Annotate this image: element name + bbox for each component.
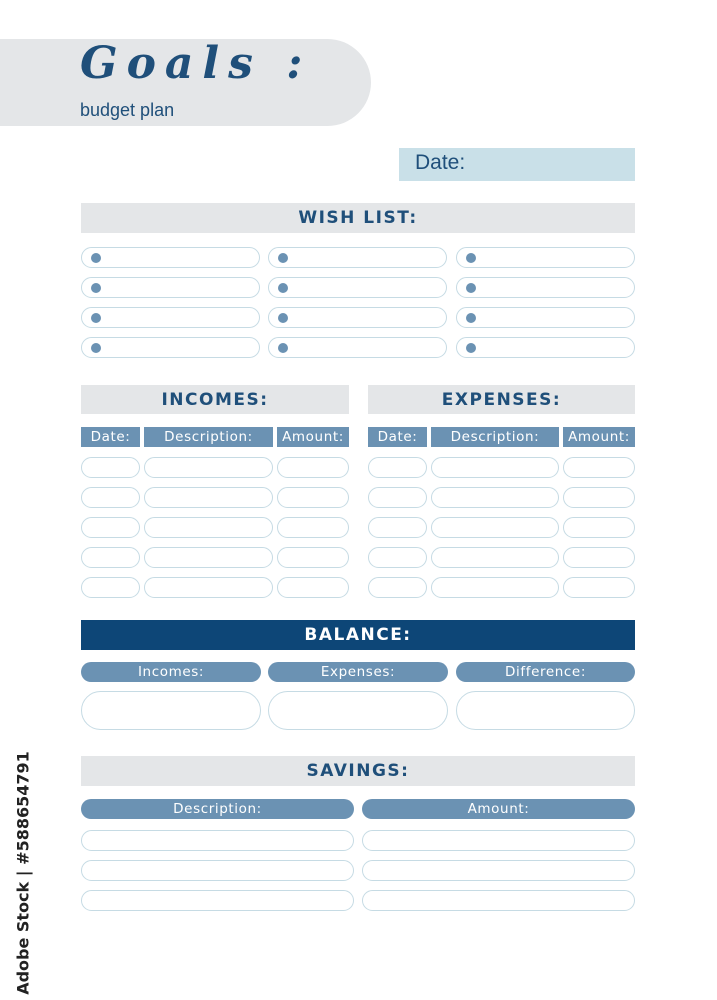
incomes-col-amount: Amount: bbox=[277, 427, 349, 447]
bullet-icon bbox=[278, 343, 288, 353]
bullet-icon bbox=[466, 313, 476, 323]
incomes-amount-cell[interactable] bbox=[277, 457, 349, 478]
date-label: Date: bbox=[415, 151, 466, 174]
expenses-description-cell[interactable] bbox=[431, 517, 559, 538]
expenses-description-cell[interactable] bbox=[431, 487, 559, 508]
bullet-icon bbox=[278, 253, 288, 263]
wish-list-item[interactable] bbox=[456, 307, 635, 328]
bullet-icon bbox=[91, 313, 101, 323]
bullet-icon bbox=[466, 253, 476, 263]
expenses-description-cell[interactable] bbox=[431, 457, 559, 478]
expenses-date-cell[interactable] bbox=[368, 577, 427, 598]
incomes-description-cell[interactable] bbox=[144, 457, 273, 478]
expenses-col-description: Description: bbox=[431, 427, 559, 447]
expenses-description-cell[interactable] bbox=[431, 547, 559, 568]
expenses-amount-cell[interactable] bbox=[563, 517, 635, 538]
expenses-date-cell[interactable] bbox=[368, 487, 427, 508]
balance-col-expenses: Expenses: bbox=[268, 662, 448, 682]
expenses-amount-cell[interactable] bbox=[563, 577, 635, 598]
incomes-date-cell[interactable] bbox=[81, 547, 140, 568]
watermark-text: Adobe Stock | #588654791 bbox=[13, 751, 33, 995]
balance-difference-field[interactable] bbox=[456, 691, 635, 730]
bullet-icon bbox=[91, 343, 101, 353]
incomes-date-cell[interactable] bbox=[81, 487, 140, 508]
savings-amount-cell[interactable] bbox=[362, 830, 635, 851]
expenses-amount-cell[interactable] bbox=[563, 487, 635, 508]
incomes-description-cell[interactable] bbox=[144, 517, 273, 538]
balance-header bbox=[81, 620, 635, 650]
wish-list-item[interactable] bbox=[81, 247, 260, 268]
balance-expenses-field[interactable] bbox=[268, 691, 448, 730]
bullet-icon bbox=[278, 313, 288, 323]
wish-list-item[interactable] bbox=[268, 277, 447, 298]
bullet-icon bbox=[278, 283, 288, 293]
expenses-date-cell[interactable] bbox=[368, 547, 427, 568]
incomes-description-cell[interactable] bbox=[144, 487, 273, 508]
savings-header bbox=[81, 756, 635, 786]
bullet-icon bbox=[466, 283, 476, 293]
page-title: Goals : bbox=[80, 38, 312, 89]
expenses-amount-cell[interactable] bbox=[563, 547, 635, 568]
expenses-date-cell[interactable] bbox=[368, 517, 427, 538]
wish-list-item[interactable] bbox=[268, 307, 447, 328]
savings-title: SAVINGS: bbox=[306, 761, 410, 781]
expenses-amount-cell[interactable] bbox=[563, 457, 635, 478]
wish-list-item[interactable] bbox=[456, 277, 635, 298]
wish-list-item[interactable] bbox=[456, 337, 635, 358]
bullet-icon bbox=[466, 343, 476, 353]
savings-col-description: Description: bbox=[81, 799, 354, 819]
incomes-date-cell[interactable] bbox=[81, 517, 140, 538]
incomes-description-cell[interactable] bbox=[144, 577, 273, 598]
date-field[interactable] bbox=[399, 148, 635, 181]
wish-list-header bbox=[81, 203, 635, 233]
savings-description-cell[interactable] bbox=[81, 830, 354, 851]
wish-list-item[interactable] bbox=[456, 247, 635, 268]
savings-amount-cell[interactable] bbox=[362, 890, 635, 911]
wish-list-item[interactable] bbox=[268, 247, 447, 268]
incomes-date-cell[interactable] bbox=[81, 577, 140, 598]
expenses-title: EXPENSES: bbox=[441, 389, 562, 410]
wish-list-item[interactable] bbox=[268, 337, 447, 358]
incomes-col-date: Date: bbox=[81, 427, 140, 447]
savings-col-amount: Amount: bbox=[362, 799, 635, 819]
incomes-description-cell[interactable] bbox=[144, 547, 273, 568]
expenses-description-cell[interactable] bbox=[431, 577, 559, 598]
bullet-icon bbox=[91, 253, 101, 263]
wish-list-item[interactable] bbox=[81, 337, 260, 358]
wish-list-item[interactable] bbox=[81, 307, 260, 328]
page-subtitle: budget plan bbox=[80, 100, 175, 120]
incomes-amount-cell[interactable] bbox=[277, 547, 349, 568]
incomes-title: INCOMES: bbox=[161, 389, 269, 410]
balance-col-incomes: Incomes: bbox=[81, 662, 261, 682]
expenses-col-amount: Amount: bbox=[563, 427, 635, 447]
incomes-amount-cell[interactable] bbox=[277, 487, 349, 508]
incomes-col-description: Description: bbox=[144, 427, 273, 447]
incomes-date-cell[interactable] bbox=[81, 457, 140, 478]
savings-description-cell[interactable] bbox=[81, 860, 354, 881]
incomes-amount-cell[interactable] bbox=[277, 517, 349, 538]
balance-col-difference: Difference: bbox=[456, 662, 635, 682]
incomes-amount-cell[interactable] bbox=[277, 577, 349, 598]
savings-amount-cell[interactable] bbox=[362, 860, 635, 881]
expenses-header bbox=[368, 385, 635, 414]
wish-list-item[interactable] bbox=[81, 277, 260, 298]
stock-watermark bbox=[10, 751, 36, 995]
savings-description-cell[interactable] bbox=[81, 890, 354, 911]
incomes-header bbox=[81, 385, 349, 414]
balance-incomes-field[interactable] bbox=[81, 691, 261, 730]
bullet-icon bbox=[91, 283, 101, 293]
wish-list-title: WISH LIST: bbox=[298, 208, 418, 228]
expenses-date-cell[interactable] bbox=[368, 457, 427, 478]
balance-title: BALANCE: bbox=[304, 625, 412, 645]
expenses-col-date: Date: bbox=[368, 427, 427, 447]
